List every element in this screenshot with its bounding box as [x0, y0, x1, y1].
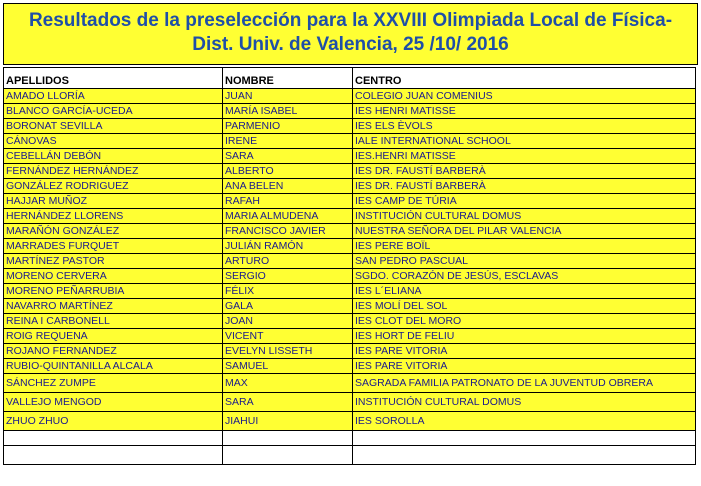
- empty-cell: [223, 431, 353, 446]
- cell-centro: IES PARE VITORIA: [353, 359, 696, 374]
- cell-nombre: JOAN: [223, 314, 353, 329]
- cell-apellidos: ROJANO FERNANDEZ: [4, 344, 223, 359]
- results-table: [3, 67, 696, 465]
- cell-centro: SGDO. CORAZÓN DE JESÚS, ESCLAVAS: [353, 269, 696, 284]
- table-row: [4, 254, 696, 269]
- cell-apellidos: MARAÑÓN GONZÁLEZ: [4, 224, 223, 239]
- title-line-2: Dist. Univ. de Valencia, 25 /10/ 2016: [192, 34, 509, 55]
- table-row: [4, 104, 696, 119]
- cell-apellidos: RUBIO-QUINTANILLA ALCALA: [4, 359, 223, 374]
- empty-cell: [223, 446, 353, 465]
- column-header-apellidos: APELLIDOS: [4, 68, 223, 89]
- empty-row: [4, 446, 696, 465]
- cell-centro: IES MOLÍ DEL SOL: [353, 299, 696, 314]
- cell-nombre: ALBERTO: [223, 164, 353, 179]
- cell-centro: IES CAMP DE TÚRIA: [353, 194, 696, 209]
- table-row: [4, 194, 696, 209]
- cell-centro: IES CLOT DEL MORO: [353, 314, 696, 329]
- cell-nombre: FÉLIX: [223, 284, 353, 299]
- cell-nombre: RAFAH: [223, 194, 353, 209]
- empty-cell: [353, 431, 696, 446]
- cell-nombre: JUAN: [223, 89, 353, 104]
- cell-apellidos: BLANCO GARCÍA-UCEDA: [4, 104, 223, 119]
- cell-centro: IES DR. FAUSTÍ BARBERÀ: [353, 179, 696, 194]
- cell-centro: INSTITUCIÓN CULTURAL DOMUS: [353, 393, 696, 412]
- cell-apellidos: MORENO PEÑARRUBIA: [4, 284, 223, 299]
- cell-apellidos: CEBELLÁN DEBÓN: [4, 149, 223, 164]
- table-row: [4, 119, 696, 134]
- table-row: [4, 149, 696, 164]
- cell-apellidos: SÁNCHEZ ZUMPE: [4, 374, 223, 393]
- cell-nombre: PARMENIO: [223, 119, 353, 134]
- cell-centro: COLEGIO JUAN COMENIUS: [353, 89, 696, 104]
- table-row: [4, 209, 696, 224]
- table-row: [4, 359, 696, 374]
- cell-apellidos: FERNÁNDEZ HERNÁNDEZ: [4, 164, 223, 179]
- cell-centro: SAN PEDRO PASCUAL: [353, 254, 696, 269]
- empty-cell: [4, 431, 223, 446]
- cell-apellidos: MORENO CERVERA: [4, 269, 223, 284]
- cell-centro: IES HORT DE FELIU: [353, 329, 696, 344]
- cell-apellidos: MARTÍNEZ PASTOR: [4, 254, 223, 269]
- title-banner: [3, 3, 698, 65]
- cell-nombre: SERGIO: [223, 269, 353, 284]
- cell-centro: IES HENRI MATISSE: [353, 104, 696, 119]
- cell-nombre: IRENE: [223, 134, 353, 149]
- cell-apellidos: ROIG REQUENA: [4, 329, 223, 344]
- cell-centro: IES L´ELIANA: [353, 284, 696, 299]
- table-row: [4, 344, 696, 359]
- cell-centro: NUESTRA SEÑORA DEL PILAR VALENCIA: [353, 224, 696, 239]
- cell-nombre: SAMUEL: [223, 359, 353, 374]
- table-body: [4, 89, 696, 465]
- cell-nombre: SARA: [223, 393, 353, 412]
- table-row: [4, 269, 696, 284]
- cell-centro: IES.HENRI MATISSE: [353, 149, 696, 164]
- cell-apellidos: REINA I CARBONELL: [4, 314, 223, 329]
- column-header-nombre: NOMBRE: [223, 68, 353, 89]
- cell-centro: IES DR. FAUSTÍ BARBERÀ: [353, 164, 696, 179]
- cell-apellidos: MARRADES FURQUET: [4, 239, 223, 254]
- cell-nombre: SARA: [223, 149, 353, 164]
- cell-centro: IES ELS ÈVOLS: [353, 119, 696, 134]
- cell-centro: IES PARE VITORIA: [353, 344, 696, 359]
- cell-nombre: ANA BELEN: [223, 179, 353, 194]
- cell-centro: IES SOROLLA: [353, 412, 696, 431]
- table-row: [4, 89, 696, 104]
- empty-row: [4, 431, 696, 446]
- table-header-row: [4, 68, 696, 89]
- table-row: [4, 134, 696, 149]
- table-row: [4, 179, 696, 194]
- cell-nombre: GALA: [223, 299, 353, 314]
- empty-cell: [4, 446, 223, 465]
- cell-apellidos: BORONAT SEVILLA: [4, 119, 223, 134]
- table-row: [4, 374, 696, 393]
- cell-nombre: EVELYN LISSETH: [223, 344, 353, 359]
- cell-centro: SAGRADA FAMILIA PATRONATO DE LA JUVENTUD OBRERA: [353, 374, 696, 393]
- cell-centro: INSTITUCIÓN CULTURAL DOMUS: [353, 209, 696, 224]
- cell-apellidos: HAJJAR MUÑOZ: [4, 194, 223, 209]
- cell-apellidos: ZHUO ZHUO: [4, 412, 223, 431]
- cell-nombre: MARÍA ISABEL: [223, 104, 353, 119]
- table-row: [4, 329, 696, 344]
- table-row: [4, 239, 696, 254]
- cell-nombre: FRANCISCO JAVIER: [223, 224, 353, 239]
- cell-nombre: MARIA ALMUDENA: [223, 209, 353, 224]
- cell-apellidos: GONZÁLEZ RODRIGUEZ: [4, 179, 223, 194]
- title-line-1: Resultados de la preselección para la XXVIII Olimpiada Local de Física-: [28, 10, 673, 31]
- cell-apellidos: NAVARRO MARTÍNEZ: [4, 299, 223, 314]
- cell-nombre: MAX: [223, 374, 353, 393]
- empty-cell: [353, 446, 696, 465]
- cell-nombre: VICENT: [223, 329, 353, 344]
- cell-apellidos: VALLEJO MENGOD: [4, 393, 223, 412]
- cell-nombre: JIAHUI: [223, 412, 353, 431]
- column-header-centro: CENTRO: [353, 68, 696, 89]
- cell-nombre: JULIÁN RAMÓN: [223, 239, 353, 254]
- table-row: [4, 393, 696, 412]
- table-row: [4, 412, 696, 431]
- cell-apellidos: HERNÁNDEZ LLORENS: [4, 209, 223, 224]
- cell-nombre: ARTURO: [223, 254, 353, 269]
- table-row: [4, 284, 696, 299]
- table-row: [4, 299, 696, 314]
- cell-apellidos: CÁNOVAS: [4, 134, 223, 149]
- table-row: [4, 224, 696, 239]
- table-row: [4, 164, 696, 179]
- cell-centro: IES PERE BOÏL: [353, 239, 696, 254]
- cell-apellidos: AMADO LLORÍA: [4, 89, 223, 104]
- table-row: [4, 314, 696, 329]
- cell-centro: IALE INTERNATIONAL SCHOOL: [353, 134, 696, 149]
